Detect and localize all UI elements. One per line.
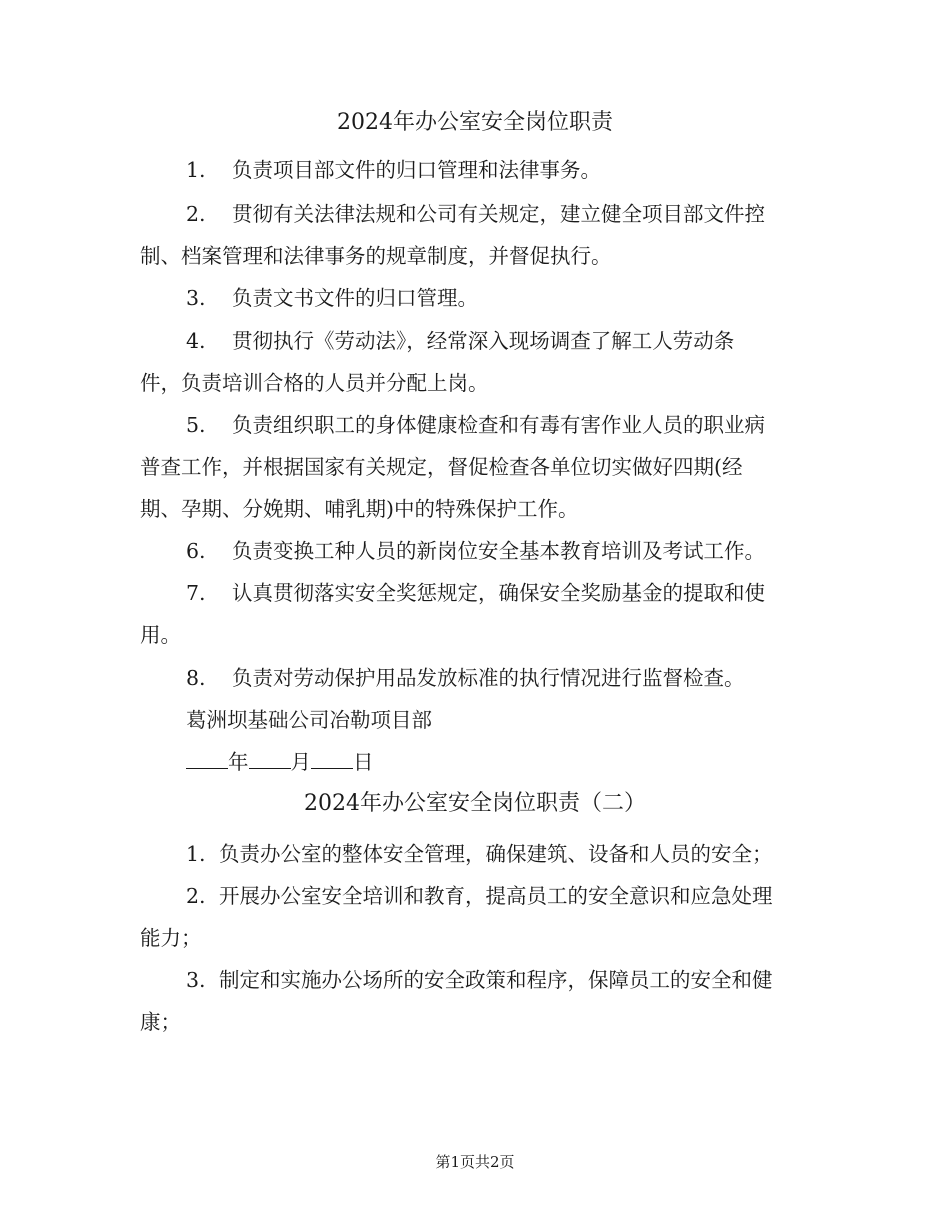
item-number: 6.: [186, 539, 206, 563]
year-label: 年: [228, 750, 249, 774]
list-item: [186, 664, 745, 692]
month-label: 月: [290, 750, 311, 774]
list-item: [186, 579, 765, 607]
item-number: 8.: [186, 666, 206, 690]
item-continuation: 能力；: [140, 926, 202, 950]
item-text: 贯彻有关法律法规和公司有关规定，建立健全项目部文件控: [232, 202, 765, 226]
item-text: 负责组织职工的身体健康检查和有毒有害作业人员的职业病: [232, 413, 765, 437]
list-item: [186, 840, 773, 868]
list-item: [186, 327, 734, 355]
day-label: 日: [353, 750, 374, 774]
item-text: 开展办公室安全培训和教育，提高员工的安全意识和应急处理: [219, 884, 773, 908]
item-text: 负责文书文件的归口管理。: [232, 286, 478, 310]
list-item: [186, 537, 765, 565]
year-blank: [186, 748, 228, 769]
item-number: 2.: [186, 202, 206, 226]
list-item: [186, 411, 765, 439]
item-text: 制定和实施办公场所的安全政策和程序，保障员工的安全和健: [219, 968, 773, 992]
item-text: 负责对劳动保护用品发放标准的执行情况进行监督检查。: [232, 666, 745, 690]
item-continuation: 普查工作，并根据国家有关规定，督促检查各单位切实做好四期(经: [140, 455, 743, 479]
item-continuation: 制、档案管理和法律事务的规章制度，并督促执行。: [140, 244, 612, 268]
item-number: 4.: [186, 329, 206, 353]
section2-title: 2024年办公室安全岗位职责（二）: [304, 791, 646, 816]
item-text: 认真贯彻落实安全奖惩规定，确保安全奖励基金的提取和使: [232, 581, 765, 605]
list-item: [186, 882, 773, 910]
item-text: 负责办公室的整体安全管理，确保建筑、设备和人员的安全；: [219, 842, 773, 866]
list-item: [186, 200, 765, 228]
item-number: 1.: [186, 842, 206, 866]
item-text: 贯彻执行《劳动法》，经常深入现场调查了解工人劳动条: [232, 329, 735, 353]
list-item: [186, 966, 773, 994]
item-continuation: 期、孕期、分娩期、哺乳期)中的特殊保护工作。: [140, 497, 579, 521]
list-item: [186, 284, 478, 312]
list-item: [186, 156, 601, 184]
signature-org: 葛洲坝基础公司冶勒项目部: [186, 708, 432, 732]
item-continuation: 件，负责培训合格的人员并分配上岗。: [140, 371, 489, 395]
section1-title: 2024年办公室安全岗位职责: [337, 110, 613, 135]
item-number: 1.: [186, 158, 206, 182]
month-blank: [249, 748, 291, 769]
item-continuation: 康；: [140, 1010, 181, 1034]
item-number: 5.: [186, 413, 206, 437]
signature-date: [186, 748, 374, 776]
item-number: 2.: [186, 884, 206, 908]
page-footer: 第1页共2页: [435, 1153, 515, 1171]
item-number: 7.: [186, 581, 206, 605]
day-blank: [311, 748, 353, 769]
item-text: 负责变换工种人员的新岗位安全基本教育培训及考试工作。: [232, 539, 765, 563]
item-number: 3.: [186, 968, 206, 992]
item-number: 3.: [186, 286, 206, 310]
item-continuation: 用。: [140, 623, 181, 647]
item-text: 负责项目部文件的归口管理和法律事务。: [232, 158, 601, 182]
